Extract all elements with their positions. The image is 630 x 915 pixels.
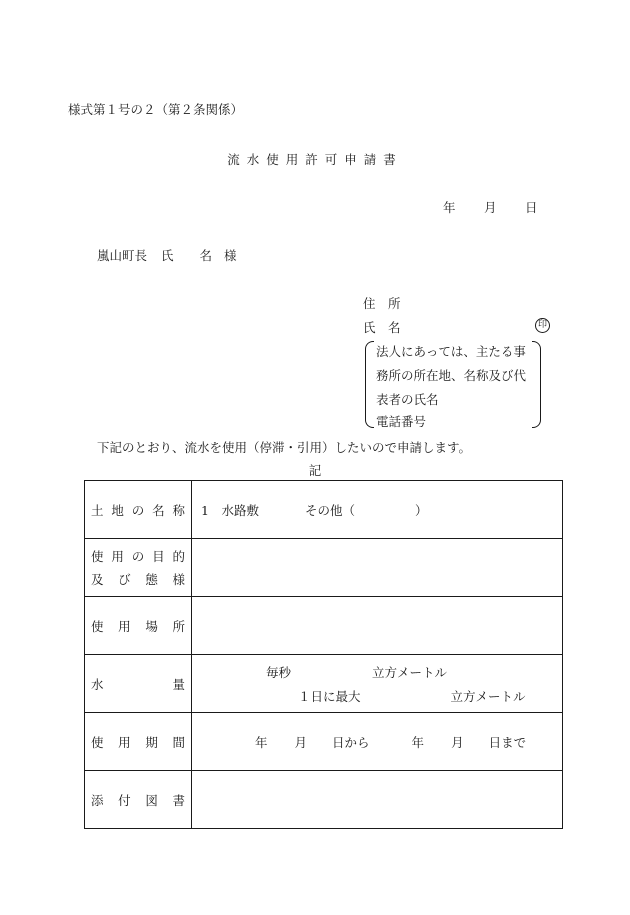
land-name-label-cell xyxy=(85,481,192,539)
land-options xyxy=(192,501,562,519)
ki-heading: 記 xyxy=(308,463,322,478)
purpose-value-cell[interactable] xyxy=(192,539,563,597)
phone-label: 電話番号 xyxy=(376,414,427,429)
applicant-address-label: 住 所 xyxy=(363,296,401,311)
addressee-line xyxy=(97,246,237,264)
attachments-label: 添 付 図 書 xyxy=(91,792,185,808)
period-end-year: 年 xyxy=(411,734,425,750)
purpose-label: 使 用 の 目 的 及 び 態 様 xyxy=(91,549,185,587)
option-waterway: 1 水路敷 xyxy=(201,502,259,518)
table-row-attachments xyxy=(85,771,563,829)
option-other-close: ） xyxy=(414,502,428,518)
applicant-name-label: 氏 名 xyxy=(363,320,401,335)
form-number: 様式第１号の２（第２条関係） xyxy=(68,102,244,117)
volume-daily-line xyxy=(192,687,562,705)
right-bracket xyxy=(532,341,541,428)
seal-mark: 印 xyxy=(535,318,550,333)
date-month-label: 月 xyxy=(484,200,497,215)
volume-value-cell[interactable] xyxy=(192,655,563,713)
land-name-value-cell[interactable] xyxy=(192,481,563,539)
period-end-month: 月 xyxy=(451,734,464,750)
document-title: 流水使用許可申請書 xyxy=(227,152,403,167)
corporate-note-line-1: 法人にあっては、主たる事 xyxy=(376,344,526,359)
table-row-land xyxy=(85,481,563,539)
volume-label-cell xyxy=(85,655,192,713)
purpose-label-cell xyxy=(85,539,192,597)
daily-max-label: １日に最大 xyxy=(298,688,361,704)
volume-per-second-line xyxy=(192,663,562,681)
attachments-value-cell[interactable] xyxy=(192,771,563,829)
addressee-name-label-2: 名 xyxy=(199,248,213,263)
per-second-unit: 立方メートル xyxy=(372,664,448,680)
volume-label: 水 量 xyxy=(91,676,185,692)
place-label-cell xyxy=(85,597,192,655)
per-second-label: 毎秒 xyxy=(266,664,292,680)
place-label: 使 用 場 所 xyxy=(91,618,185,634)
land-name-label: 土 地 の 名 称 xyxy=(91,502,185,518)
left-bracket xyxy=(365,341,374,428)
table-row-purpose xyxy=(85,539,563,597)
period-label: 使 用 期 間 xyxy=(91,734,185,750)
corporate-note-line-3: 表者の氏名 xyxy=(376,392,439,407)
request-statement: 下記のとおり、流水を使用（停滞・引用）したいので申請します。 xyxy=(97,440,472,455)
application-table xyxy=(84,480,563,829)
place-value-cell[interactable] xyxy=(192,597,563,655)
date-day-label: 日 xyxy=(525,200,538,215)
period-start-month: 月 xyxy=(294,734,308,750)
period-end-day: 日まで xyxy=(488,734,527,750)
addressee-honorific: 様 xyxy=(224,248,237,263)
period-start-day: 日から xyxy=(332,734,370,750)
period-fields xyxy=(192,733,562,751)
period-value-cell[interactable] xyxy=(192,713,563,771)
addressee-name-label-1: 氏 xyxy=(161,248,174,263)
addressee-office: 嵐山町長 xyxy=(97,248,148,263)
option-other: その他（ xyxy=(304,502,355,518)
period-start-year: 年 xyxy=(255,734,268,750)
table-row-volume xyxy=(85,655,563,713)
corporate-note-line-2: 務所の所在地、名称及び代 xyxy=(376,368,527,383)
daily-max-unit: 立方メートル xyxy=(450,688,526,704)
table-row-place xyxy=(85,597,563,655)
date-year-label: 年 xyxy=(443,200,456,215)
period-label-cell xyxy=(85,713,192,771)
attachments-label-cell xyxy=(85,771,192,829)
table-row-period xyxy=(85,713,563,771)
